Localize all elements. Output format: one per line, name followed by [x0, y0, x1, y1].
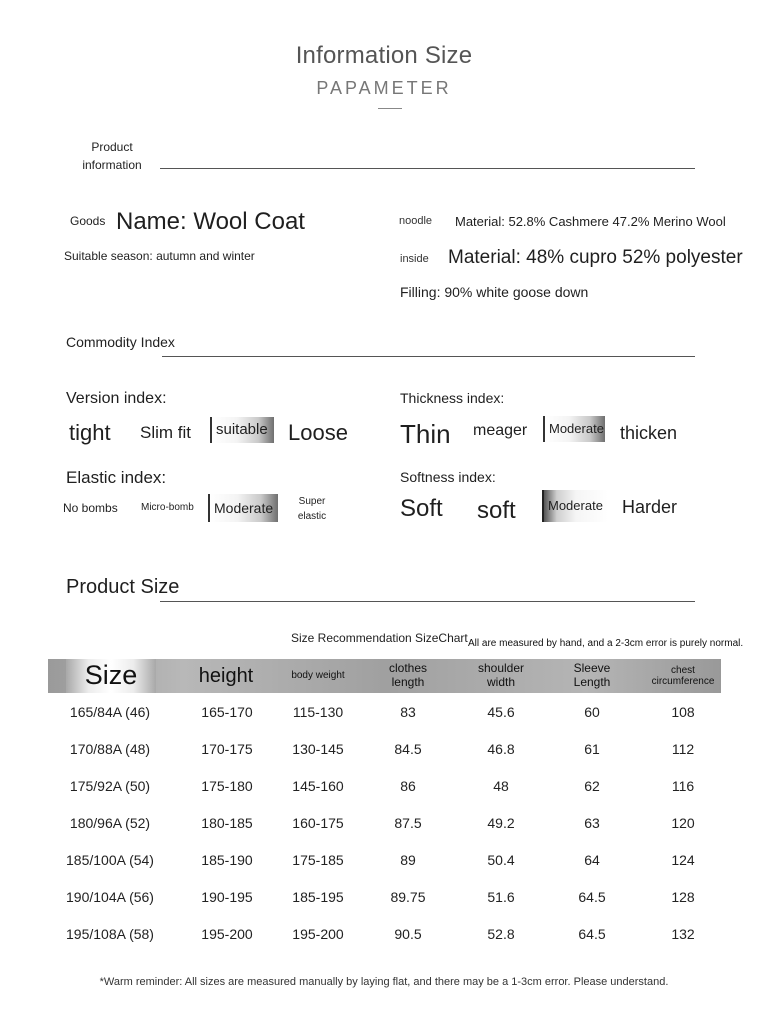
table-cell: 50.4 [487, 852, 515, 868]
table-cell: 48 [493, 778, 509, 794]
table-cell: 86 [400, 778, 416, 794]
goods-label: Goods [70, 214, 106, 228]
table-cell: 60 [584, 704, 600, 720]
thickness-index-label: Thickness index: [400, 390, 505, 406]
table-cell: 115-130 [292, 704, 344, 720]
table-cell: 170-175 [201, 741, 253, 757]
col-header-sleeve-line1: Sleeve [573, 661, 611, 676]
elastic-option-super-line2: elastic [297, 511, 327, 522]
table-cell: 116 [671, 778, 695, 794]
table-cell: 185-190 [201, 852, 253, 868]
thickness-selected-marker [543, 416, 605, 442]
table-cell: 51.6 [487, 889, 515, 905]
table-cell: 89.75 [390, 889, 426, 905]
col-header-size [66, 659, 156, 693]
table-cell: 64.5 [578, 926, 606, 942]
col-header-chest-line2: circumference [651, 676, 715, 687]
noodle-material: Material: 52.8% Cashmere 47.2% Merino Wool [455, 214, 726, 229]
noodle-label: noodle [399, 215, 433, 227]
table-cell: 180/96A (52) [69, 815, 151, 831]
version-option-slim: Slim fit [140, 423, 191, 442]
softness-option-soft-2: soft [477, 497, 516, 524]
table-cell: 132 [671, 926, 695, 942]
table-cell: 175-180 [201, 778, 253, 794]
inside-label: inside [400, 253, 429, 265]
col-header-height-text: height [198, 664, 254, 687]
table-cell: 185/100A (54) [66, 852, 154, 868]
size-chart-title: Size Recommendation SizeChart [291, 631, 468, 645]
table-cell: 185-195 [292, 889, 344, 905]
table-cell: 170/88A (48) [69, 741, 151, 757]
title-divider [378, 108, 402, 109]
filling-text: Filling: 90% white goose down [400, 284, 589, 300]
table-cell: 180-185 [201, 815, 253, 831]
table-cell: 195/108A (58) [66, 926, 154, 942]
size-chart-note: All are measured by hand, and a 2-3cm error is purely normal. [468, 638, 744, 649]
version-index-label: Version index: [66, 390, 167, 407]
season-text: Suitable season: autumn and winter [64, 249, 255, 263]
product-info-label-line2: information [82, 158, 142, 172]
table-cell: 165/84A (46) [69, 704, 151, 720]
table-cell: 145-160 [292, 778, 344, 794]
col-header-shoulder [462, 659, 540, 693]
product-info-label-line1: Product [91, 140, 133, 154]
table-cell: 45.6 [487, 704, 515, 720]
col-header-sleeve-line2: Length [573, 675, 611, 689]
table-cell: 175/92A (50) [69, 778, 151, 794]
table-cell: 46.8 [487, 741, 515, 757]
product-info-divider [160, 168, 695, 169]
elastic-selected-marker [208, 494, 278, 522]
elastic-index-label: Elastic index: [66, 468, 167, 487]
table-cell: 165-170 [201, 704, 253, 720]
table-cell: 108 [671, 704, 695, 720]
product-info-label [80, 138, 144, 174]
col-header-height [180, 659, 272, 693]
table-cell: 52.8 [487, 926, 515, 942]
elastic-option-super-line1: Super [298, 496, 326, 507]
softness-option-soft: Soft [400, 495, 443, 522]
elastic-option-micro: Micro-bomb [141, 502, 194, 513]
col-header-weight-text: body weight [291, 670, 345, 682]
col-header-length [370, 659, 446, 693]
version-option-tight: tight [69, 420, 111, 445]
thickness-option-moderate: Moderate [549, 421, 604, 436]
softness-selected-marker [542, 490, 608, 522]
table-cell: 89 [400, 852, 416, 868]
page-title: Information Size [295, 42, 473, 69]
table-cell: 84.5 [394, 741, 422, 757]
thickness-option-thicken: thicken [620, 423, 678, 443]
table-cell: 190/104A (56) [66, 889, 154, 905]
col-header-length-line2: length [391, 675, 425, 689]
warm-reminder: *Warm reminder: All sizes are measured manually by laying flat, and there may be a 1-3cm error. Please understand. [99, 976, 669, 988]
softness-index-label: Softness index: [400, 469, 496, 485]
table-cell: 124 [671, 852, 695, 868]
elastic-option-no-bombs: No bombs [63, 501, 118, 515]
table-cell: 62 [584, 778, 600, 794]
thickness-option-meager: meager [473, 422, 528, 439]
product-size-label: Product Size [66, 576, 180, 598]
softness-option-moderate: Moderate [548, 498, 603, 513]
table-cell: 195-200 [292, 926, 344, 942]
version-option-loose: Loose [288, 420, 348, 445]
thickness-option-thin: Thin [400, 419, 451, 449]
col-header-shoulder-line1: shoulder [477, 661, 525, 676]
col-header-chest-line1: chest [671, 664, 695, 676]
table-cell: 190-195 [201, 889, 253, 905]
table-cell: 175-185 [292, 852, 344, 868]
table-cell: 87.5 [394, 815, 422, 831]
version-option-suitable: suitable [216, 421, 268, 438]
inside-material: Material: 48% cupro 52% polyester [448, 247, 743, 268]
col-header-sleeve [556, 659, 628, 693]
table-cell: 61 [584, 741, 600, 757]
table-cell: 63 [584, 815, 600, 831]
table-cell: 64 [584, 852, 600, 868]
version-selected-marker [210, 417, 274, 443]
table-cell: 195-200 [201, 926, 253, 942]
table-cell: 120 [671, 815, 695, 831]
elastic-option-super [292, 494, 332, 524]
table-cell: 112 [671, 741, 695, 757]
product-name: Name: Wool Coat [116, 208, 305, 235]
col-header-weight [278, 659, 358, 693]
col-header-size-text: Size [84, 660, 138, 691]
table-cell: 160-175 [292, 815, 344, 831]
commodity-index-divider [162, 356, 695, 357]
commodity-index-label: Commodity Index [66, 334, 175, 350]
table-cell: 83 [400, 704, 416, 720]
table-cell: 130-145 [292, 741, 344, 757]
product-size-divider [160, 601, 695, 602]
table-cell: 49.2 [487, 815, 515, 831]
col-header-chest [644, 659, 722, 693]
elastic-option-moderate: Moderate [214, 500, 274, 516]
table-cell: 90.5 [394, 926, 422, 942]
table-cell: 64.5 [578, 889, 606, 905]
table-cell: 128 [671, 889, 695, 905]
softness-option-harder: Harder [622, 497, 678, 517]
page-subtitle: PAPAMETER [316, 78, 452, 98]
col-header-shoulder-line2: width [486, 675, 515, 689]
col-header-length-line1: clothes [388, 661, 428, 676]
